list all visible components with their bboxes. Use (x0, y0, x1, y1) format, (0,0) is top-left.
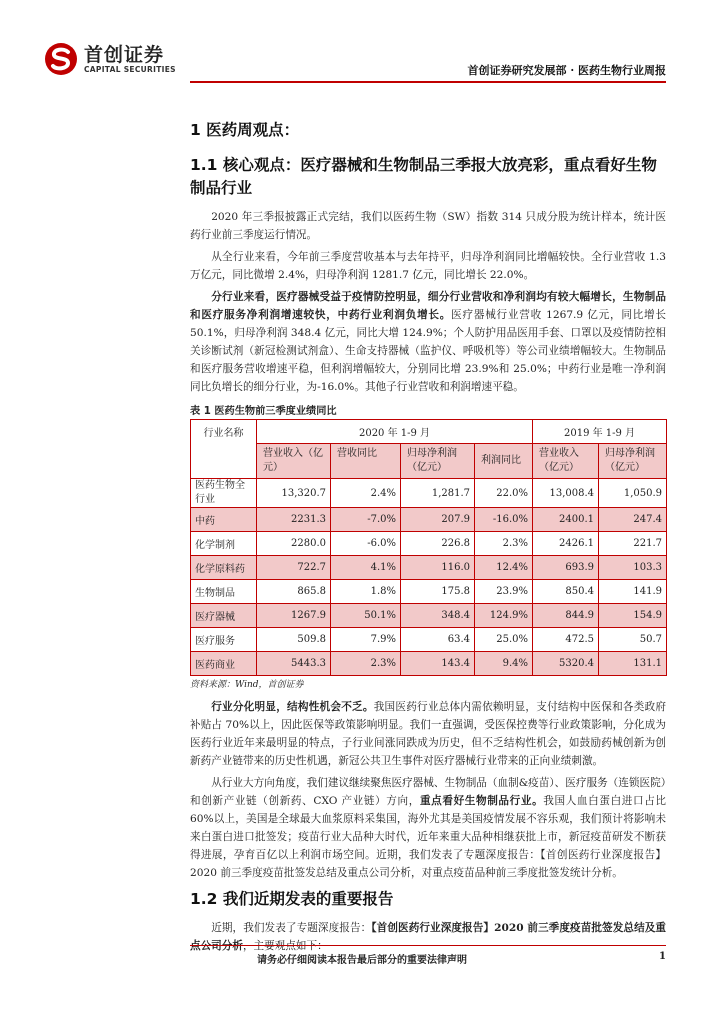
period-2019-header: 2019 年 1-9 月 (533, 420, 667, 444)
value-cell-np2020: 348.4 (401, 604, 475, 628)
value-cell-rev2019: 850.4 (533, 580, 599, 604)
paragraph-3 (190, 288, 666, 396)
value-cell-rev2020: 2231.3 (257, 508, 331, 532)
paragraph-5 (190, 774, 666, 882)
performance-table (190, 419, 667, 676)
value-cell-rev-yoy: 1.8% (331, 580, 401, 604)
section-1-2-title: 1.2 我们近期发表的重要报告 (190, 890, 394, 908)
industry-name-cell: 化学制剂 (191, 532, 257, 556)
paragraph-1: 2020 年三季报披露正式完结，我们以医药生物（SW）指数 314 只成分股为统计样本，统计医药行业前三季度运行情况。 (190, 211, 666, 241)
value-cell-rev2019: 2426.1 (533, 532, 599, 556)
value-cell-rev-yoy: 2.4% (331, 479, 401, 508)
industry-name-cell: 化学原料药 (191, 556, 257, 580)
value-cell-rev2020: 2280.0 (257, 532, 331, 556)
value-cell-rev2020: 509.8 (257, 628, 331, 652)
subheader-cell: 营收同比 (331, 444, 401, 479)
table-row (191, 479, 667, 508)
col-industry-header: 行业名称 (191, 420, 257, 479)
value-cell-np2019: 141.9 (599, 580, 667, 604)
table-row (191, 508, 667, 532)
table-subheader-row (191, 444, 667, 479)
value-cell-rev2019: 844.9 (533, 604, 599, 628)
table-row (191, 652, 667, 676)
value-cell-rev2020: 1267.9 (257, 604, 331, 628)
paragraph-3-lead: 分行业来看，医疗器械受益于疫情防控明显，细分行业营收和净利润均有较大幅增长，生物制品和医疗服务净利润增速较快，中药行业利润负增长。 (190, 291, 666, 321)
table-row (191, 556, 667, 580)
value-cell-rev2020: 13,320.7 (257, 479, 331, 508)
company-logo (44, 42, 176, 76)
header-divider (190, 81, 666, 83)
paragraph-6-text-b: ，主要观点如下： (242, 940, 328, 952)
paragraph-6-report-title: 【首创医药行业深度报告】2020 前三季度疫苗批签发总结及重点公司分析 (190, 922, 667, 952)
value-cell-np2020: 63.4 (401, 628, 475, 652)
logo-chinese-name: 首创证券 (84, 43, 165, 66)
value-cell-np2019: 1,050.9 (599, 479, 667, 508)
value-cell-np2019: 154.9 (599, 604, 667, 628)
value-cell-np-yoy: 124.9% (475, 604, 533, 628)
page-number: 1 (659, 951, 666, 962)
table-row (191, 532, 667, 556)
subheader-cell: 归母净利润（亿元） (401, 444, 475, 479)
value-cell-rev2020: 5443.3 (257, 652, 331, 676)
paragraph-5-highlight: 重点看好生物制品行业。 (419, 795, 544, 807)
table-row (191, 628, 667, 652)
paragraph-5-text-a: 从行业大方向角度，我们建议继续聚焦医疗器械、生物制品（血制&疫苗）、医疗服务（连锁医院）和创新产业链（创新药、CXO 产业链）方向， (190, 777, 666, 807)
value-cell-np2020: 207.9 (401, 508, 475, 532)
value-cell-rev2020: 722.7 (257, 556, 331, 580)
paragraph-6 (190, 919, 666, 955)
value-cell-rev2020: 865.8 (257, 580, 331, 604)
value-cell-np-yoy: 9.4% (475, 652, 533, 676)
subheader-cell: 营业收入（亿元） (533, 444, 599, 479)
industry-name-cell: 医疗器械 (191, 604, 257, 628)
value-cell-rev-yoy: -7.0% (331, 508, 401, 532)
table-source: 资料来源：Wind，首创证券 (190, 680, 304, 690)
value-cell-rev2019: 693.9 (533, 556, 599, 580)
value-cell-np-yoy: 25.0% (475, 628, 533, 652)
header-title: 首创证券研究发展部 · 医药生物行业周报 (467, 64, 666, 77)
paragraph-2: 从全行业来看，今年前三季度营收基本与去年持平，归母净利润同比增幅较快。全行业营收 1.3 万亿元，同比微增 2.4%，归母净利润 1281.7 亿元，同比增长 22.0%。 (190, 251, 666, 281)
value-cell-np2019: 221.7 (599, 532, 667, 556)
value-cell-rev-yoy: 4.1% (331, 556, 401, 580)
industry-name-cell: 医药商业 (191, 652, 257, 676)
value-cell-np2019: 103.3 (599, 556, 667, 580)
report-body (190, 118, 666, 959)
paragraph-4 (190, 698, 666, 770)
section-1-title: 1 医药周观点： (190, 121, 300, 139)
value-cell-np-yoy: 22.0% (475, 479, 533, 508)
subheader-cell: 利润同比 (475, 444, 533, 479)
value-cell-rev2019: 472.5 (533, 628, 599, 652)
capital-securities-logo-icon (44, 42, 78, 76)
value-cell-rev-yoy: 50.1% (331, 604, 401, 628)
subheader-cell: 营业收入（亿元） (257, 444, 331, 479)
industry-name-cell: 医药生物全行业 (191, 479, 257, 508)
table-row (191, 580, 667, 604)
paragraph-3-text: 医疗器械行业营收 1267.9 亿元，同比增长 50.1%，归母净利润 348.4 亿元，同比大增 124.9%；个人防护用品医用手套、口罩以及疫情防控相关诊断试剂（新冠检测试剂盒）、生命支持器械（监护仪、呼吸机等）等公司业绩增幅较大。生物制品和医疗服务营收增速平稳，但利润增幅较大，分别同比增 23.9%和 25.0%；中药行业是唯一净利润同比负增长的细分行业，为-16.0%。其他子行业营收和利润增速平稳。 (190, 309, 667, 393)
value-cell-rev2019: 13,008.4 (533, 479, 599, 508)
value-cell-rev2019: 5320.4 (533, 652, 599, 676)
value-cell-np-yoy: 12.4% (475, 556, 533, 580)
footer-divider (190, 945, 666, 946)
industry-name-cell: 医疗服务 (191, 628, 257, 652)
paragraph-5-text-b: 我国人血白蛋白进口占比 60%以上，美国是全球最大血浆原料采集国，海外尤其是美国疫情发展不容乐观，我们预计将影响未来白蛋白进口批签发；疫苗行业大品种大时代，近年来重大品种相继获批上市，新冠疫苗研发不断获得进展，孕育百亿以上利润市场空间。近期，我们发表了专题深度报告：【首创医药行业深度报告】2020 前三季度疫苗批签发总结及重点公司分析，对重点疫苗品种前三季度批签发统计分析。 (190, 795, 667, 879)
subheader-cell: 归母净利润（亿元） (599, 444, 667, 479)
value-cell-np-yoy: 2.3% (475, 532, 533, 556)
industry-name-cell: 中药 (191, 508, 257, 532)
page-header (0, 0, 724, 90)
value-cell-np2020: 143.4 (401, 652, 475, 676)
value-cell-np2020: 226.8 (401, 532, 475, 556)
period-2020-header: 2020 年 1-9 月 (257, 420, 533, 444)
paragraph-4-text: 我国医药行业总体内需依赖明显，支付结构中医保和各类政府补贴占 70%以上，因此医保等政策影响明显。我们一直强调，受医保控费等行业政策影响，分化成为医药行业近年来最明显的特点，子行业间涨同跌成为历史，但不乏结构性机会，如鼓励药械创新为创新药产业链带来的历史性机遇，新冠公共卫生事件对医疗器械行业带来的正向业绩刺激。 (190, 701, 667, 767)
value-cell-np2019: 131.1 (599, 652, 667, 676)
value-cell-np2020: 1,281.7 (401, 479, 475, 508)
footer-disclaimer: 请务必仔细阅读本报告最后部分的重要法律声明 (257, 955, 467, 966)
value-cell-rev2019: 2400.1 (533, 508, 599, 532)
section-1-1-title: 1.1 核心观点：医疗器械和生物制品三季报大放亮彩，重点看好生物制品行业 (190, 156, 657, 197)
industry-name-cell: 生物制品 (191, 580, 257, 604)
value-cell-np-yoy: -16.0% (475, 508, 533, 532)
value-cell-np2020: 116.0 (401, 556, 475, 580)
value-cell-np-yoy: 23.9% (475, 580, 533, 604)
paragraph-6-text-a: 近期，我们发表了专题深度报告： (211, 922, 372, 934)
value-cell-rev-yoy: -6.0% (331, 532, 401, 556)
table-row (191, 604, 667, 628)
table-caption: 表 1 医药生物前三季度业绩同比 (190, 406, 337, 417)
table-header-row (191, 420, 667, 444)
table-body (191, 479, 667, 676)
paragraph-4-lead: 行业分化明显，结构性机会不乏。 (211, 701, 374, 713)
value-cell-np2019: 247.4 (599, 508, 667, 532)
value-cell-rev-yoy: 2.3% (331, 652, 401, 676)
value-cell-rev-yoy: 7.9% (331, 628, 401, 652)
logo-english-name: CAPITAL SECURITIES (84, 64, 176, 74)
value-cell-np2020: 175.8 (401, 580, 475, 604)
value-cell-np2019: 50.7 (599, 628, 667, 652)
